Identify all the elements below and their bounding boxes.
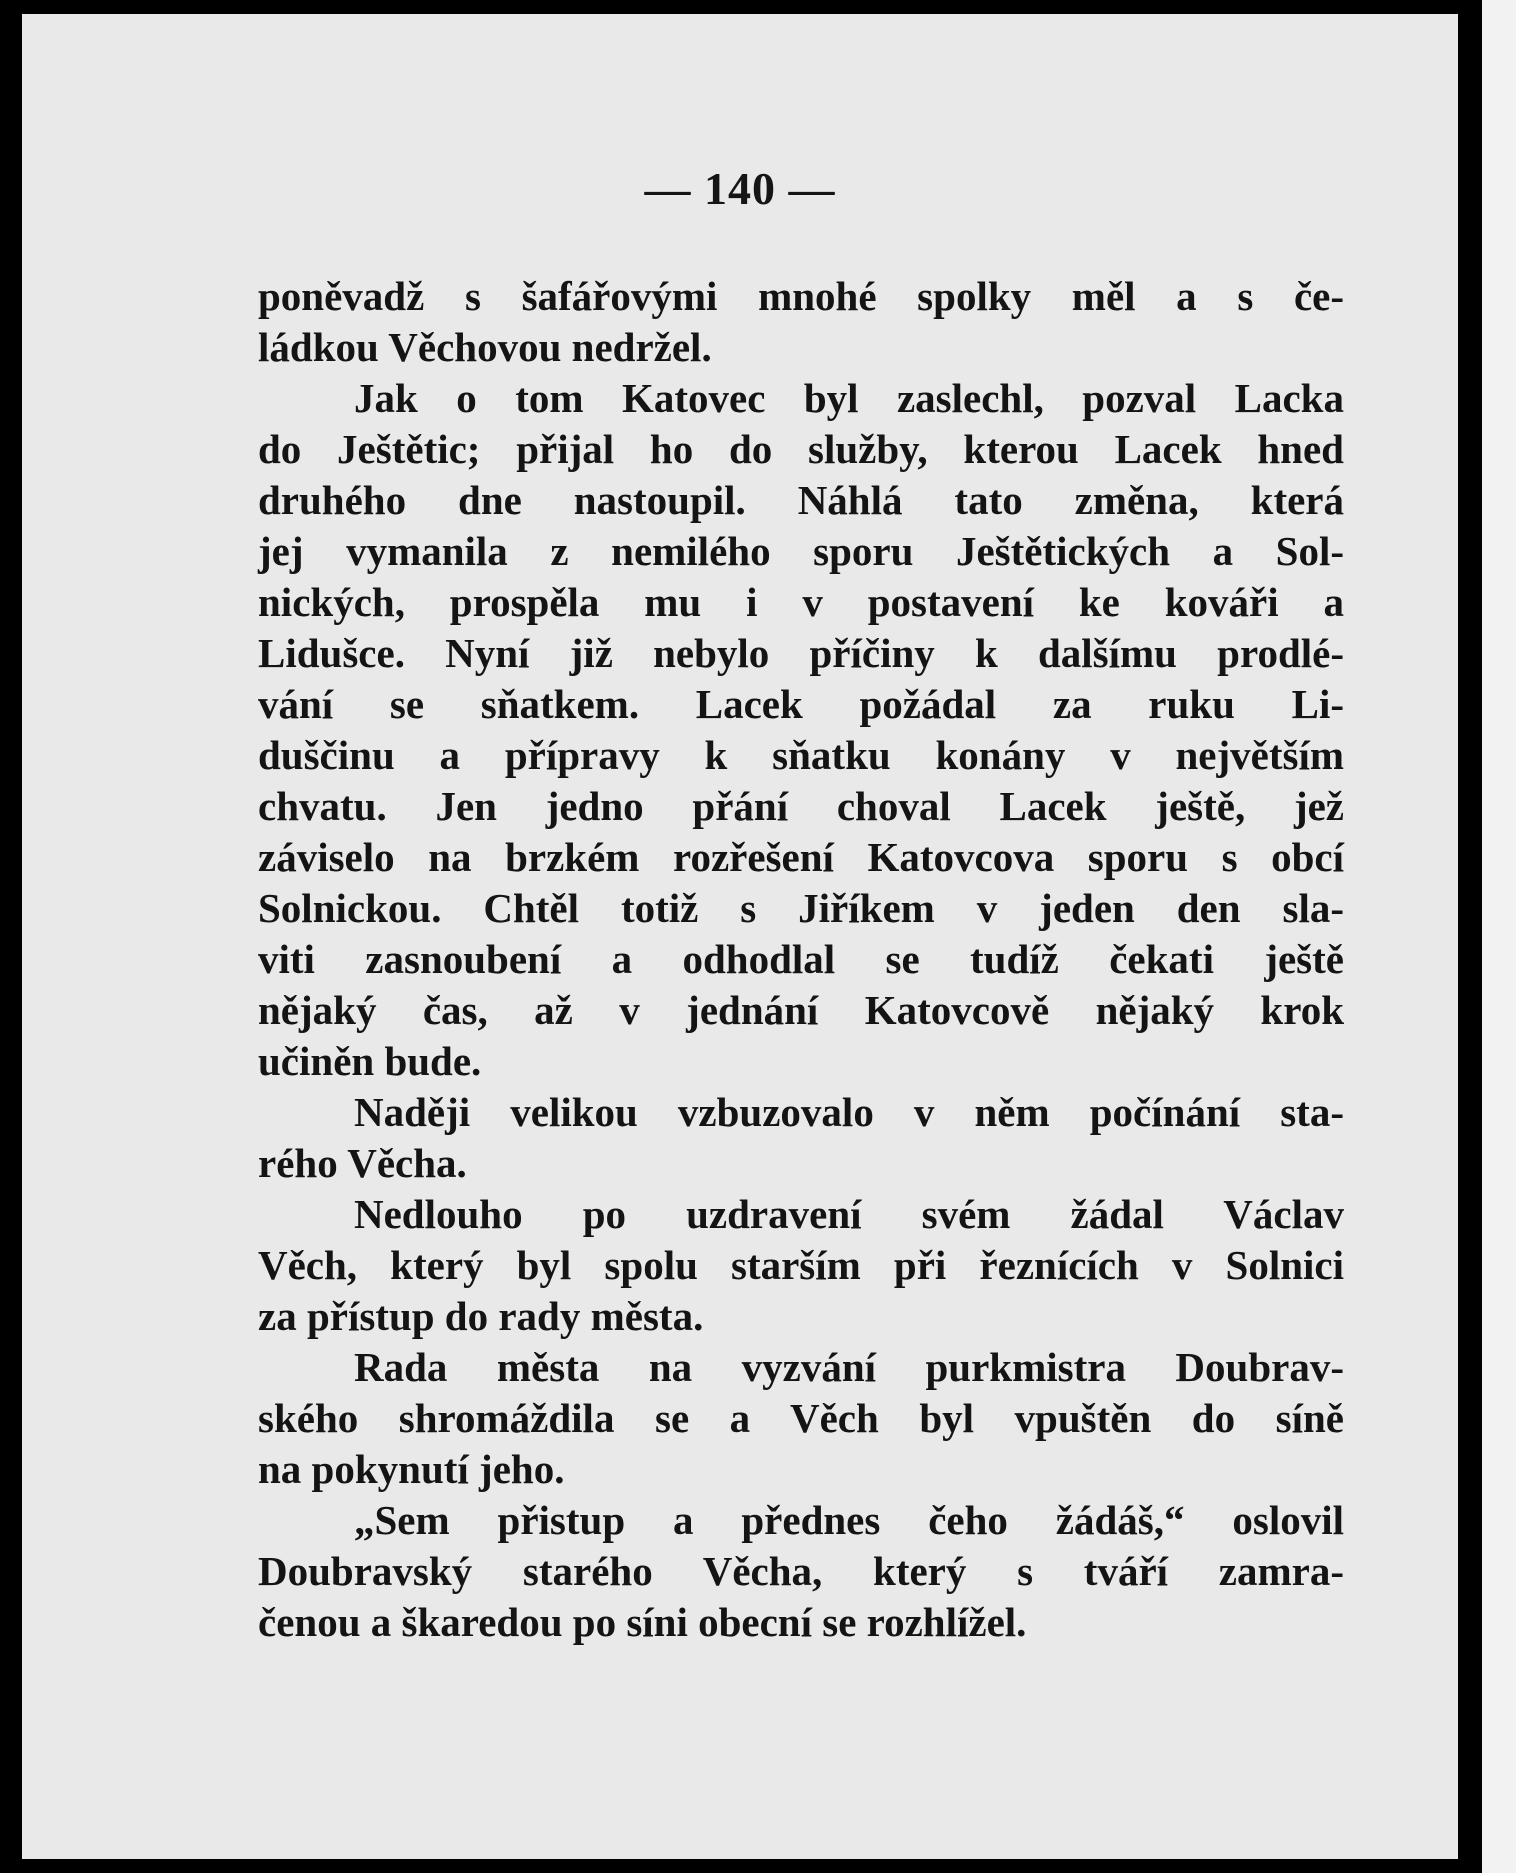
book-page	[22, 14, 1458, 1859]
text-line: „Sem přistup a přednes čeho žádáš,“ oslovil	[354, 1497, 1344, 1543]
text-line: viti zasnoubení a odhodlal se tudíž čekati ještě	[258, 936, 1344, 982]
text-line: druhého dne nastoupil. Náhlá tato změna, která	[258, 477, 1344, 523]
text-line: do Ještětic; přijal ho do služby, kterou Lacek hned	[258, 426, 1344, 472]
text-line: Naději velikou vzbuzovalo v něm počínání sta-	[354, 1089, 1344, 1135]
text-line: ládkou Věchovou nedržel.	[258, 324, 712, 370]
text-line: nějaký čas, až v jednání Katovcově nějaký krok	[258, 987, 1344, 1033]
text-line: Nedlouho po uzdravení svém žádal Václav	[354, 1191, 1344, 1237]
text-line: Lidušce. Nyní již nebylo příčiny k dalšímu prodlé-	[258, 630, 1344, 676]
text-line: nických, prospěla mu i v postavení ke kováři a	[258, 579, 1344, 625]
text-line: za přístup do rady města.	[258, 1293, 704, 1339]
body-text	[258, 271, 1344, 1648]
text-line: Rada města na vyzvání purkmistra Doubrav-	[354, 1344, 1344, 1390]
text-line: učiněn bude.	[258, 1038, 482, 1084]
text-line: čenou a škaredou po síni obecní se rozhlížel.	[258, 1599, 1027, 1645]
text-line: chvatu. Jen jedno přání choval Lacek ještě, jež	[258, 783, 1344, 829]
text-line: Jak o tom Katovec byl zaslechl, pozval Lacka	[354, 375, 1344, 421]
text-line: záviselo na brzkém rozřešení Katovcova sporu s obcí	[258, 834, 1344, 880]
page-number: — 140 —	[644, 163, 836, 214]
text-line: Doubravský starého Věcha, který s tváří zamra-	[258, 1548, 1344, 1594]
text-line: jej vymanila z nemilého sporu Ještětických a Sol-	[258, 528, 1344, 574]
text-line: Věch, který byl spolu starším při řeznících v Solnici	[258, 1242, 1344, 1288]
next-page-edge	[1482, 0, 1516, 1873]
text-line: duščinu a přípravy k sňatku konány v největším	[258, 732, 1344, 778]
text-line: vání se sňatkem. Lacek požádal za ruku Li-	[258, 681, 1344, 727]
text-line: ského shromáždila se a Věch byl vpuštěn do síně	[258, 1395, 1344, 1441]
text-line: poněvadž s šafářovými mnohé spolky měl a s če-	[258, 273, 1344, 319]
text-line: na pokynutí jeho.	[258, 1446, 565, 1492]
text-line: rého Věcha.	[258, 1140, 467, 1186]
text-line: Solnickou. Chtěl totiž s Jiříkem v jeden den sla-	[258, 885, 1344, 931]
